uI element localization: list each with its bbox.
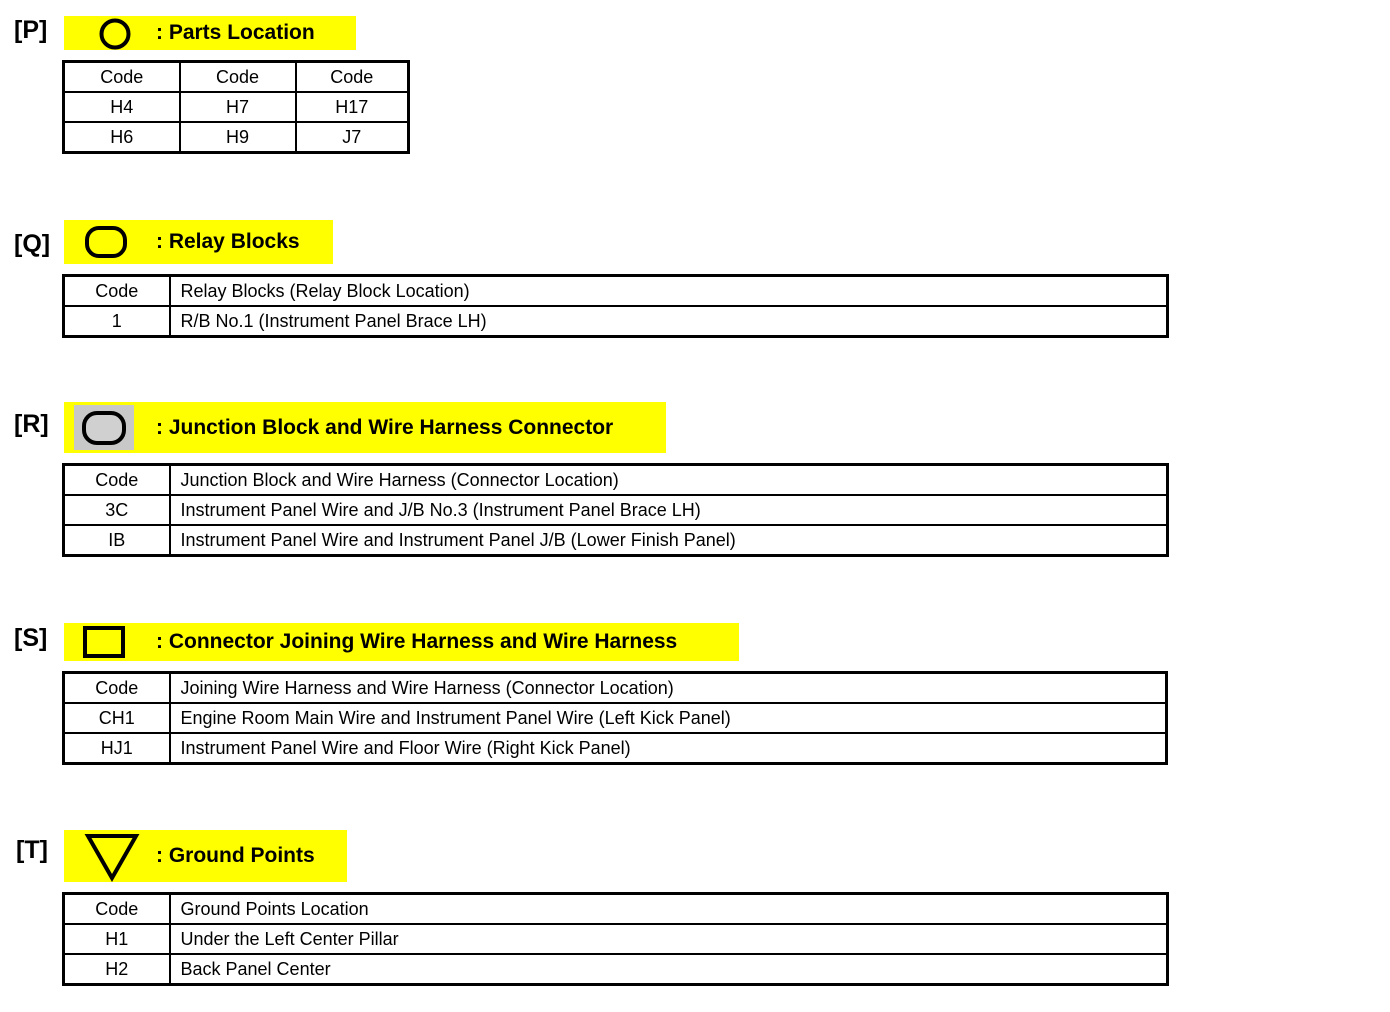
header-cell: Code — [296, 62, 409, 93]
section-key-s: [S] — [14, 624, 48, 652]
circle-icon — [98, 17, 132, 51]
table-row — [64, 306, 1168, 337]
section-key-r: [R] — [14, 410, 49, 438]
relay-blocks-banner — [64, 220, 333, 264]
code-cell: HJ1 — [64, 733, 170, 764]
table-row — [64, 92, 409, 122]
header-cell: Code — [64, 62, 180, 93]
table-header-row — [64, 894, 1168, 925]
square-icon — [82, 625, 126, 659]
connector-joining-banner — [64, 623, 739, 661]
header-cell: Code — [180, 62, 296, 93]
code-cell: H2 — [64, 954, 170, 985]
parts-location-title: : Parts Location — [156, 21, 315, 44]
header-cell: Joining Wire Harness and Wire Harness (Connector Location) — [170, 673, 1167, 704]
ground-points-banner — [64, 830, 347, 882]
code-cell: 1 — [64, 306, 170, 337]
ground-points-table — [62, 892, 1169, 986]
table-row — [64, 924, 1168, 954]
header-cell: Ground Points Location — [170, 894, 1168, 925]
table-header-row — [64, 465, 1168, 496]
location-cell: Instrument Panel Wire and Floor Wire (Right Kick Panel) — [170, 733, 1167, 764]
table-header-row — [64, 62, 409, 93]
triangle-down-icon — [84, 832, 140, 882]
header-cell: Code — [64, 894, 170, 925]
gray-rounded-rect-icon — [81, 410, 127, 446]
table-row — [64, 703, 1167, 733]
location-cell: Back Panel Center — [170, 954, 1168, 985]
table-header-row — [64, 276, 1168, 307]
section-key-t: [T] — [16, 836, 48, 864]
location-cell: Instrument Panel Wire and Instrument Panel J/B (Lower Finish Panel) — [170, 525, 1168, 556]
location-cell: Instrument Panel Wire and J/B No.3 (Instrument Panel Brace LH) — [170, 495, 1168, 525]
junction-block-table — [62, 463, 1169, 557]
code-cell: CH1 — [64, 703, 170, 733]
table-header-row — [64, 673, 1167, 704]
code-cell: H1 — [64, 924, 170, 954]
table-row — [64, 525, 1168, 556]
table-row — [64, 122, 409, 153]
header-cell: Code — [64, 276, 170, 307]
table-row — [64, 733, 1167, 764]
connector-joining-title: : Connector Joining Wire Harness and Wire Harness — [156, 630, 678, 653]
header-cell: Relay Blocks (Relay Block Location) — [170, 276, 1168, 307]
location-cell: Engine Room Main Wire and Instrument Panel Wire (Left Kick Panel) — [170, 703, 1167, 733]
code-cell: H9 — [180, 122, 296, 153]
code-cell: H7 — [180, 92, 296, 122]
code-cell: H6 — [64, 122, 180, 153]
code-cell: H4 — [64, 92, 180, 122]
relay-blocks-table — [62, 274, 1169, 338]
code-cell: H17 — [296, 92, 409, 122]
junction-block-banner — [64, 402, 666, 453]
parts-location-table — [62, 60, 410, 154]
header-cell: Junction Block and Wire Harness (Connector Location) — [170, 465, 1168, 496]
table-row — [64, 495, 1168, 525]
code-cell: IB — [64, 525, 170, 556]
junction-block-title: : Junction Block and Wire Harness Connector — [156, 415, 614, 439]
parts-location-banner — [64, 16, 356, 50]
code-cell: 3C — [64, 495, 170, 525]
location-cell: Under the Left Center Pillar — [170, 924, 1168, 954]
ground-points-title: : Ground Points — [156, 844, 315, 867]
connector-joining-table — [62, 671, 1168, 765]
location-cell: R/B No.1 (Instrument Panel Brace LH) — [170, 306, 1168, 337]
relay-blocks-title: : Relay Blocks — [156, 230, 300, 253]
rounded-rect-icon — [84, 225, 128, 259]
section-key-p: [P] — [14, 16, 48, 44]
code-cell: J7 — [296, 122, 409, 153]
header-cell: Code — [64, 465, 170, 496]
table-row — [64, 954, 1168, 985]
header-cell: Code — [64, 673, 170, 704]
section-key-q: [Q] — [14, 230, 51, 258]
